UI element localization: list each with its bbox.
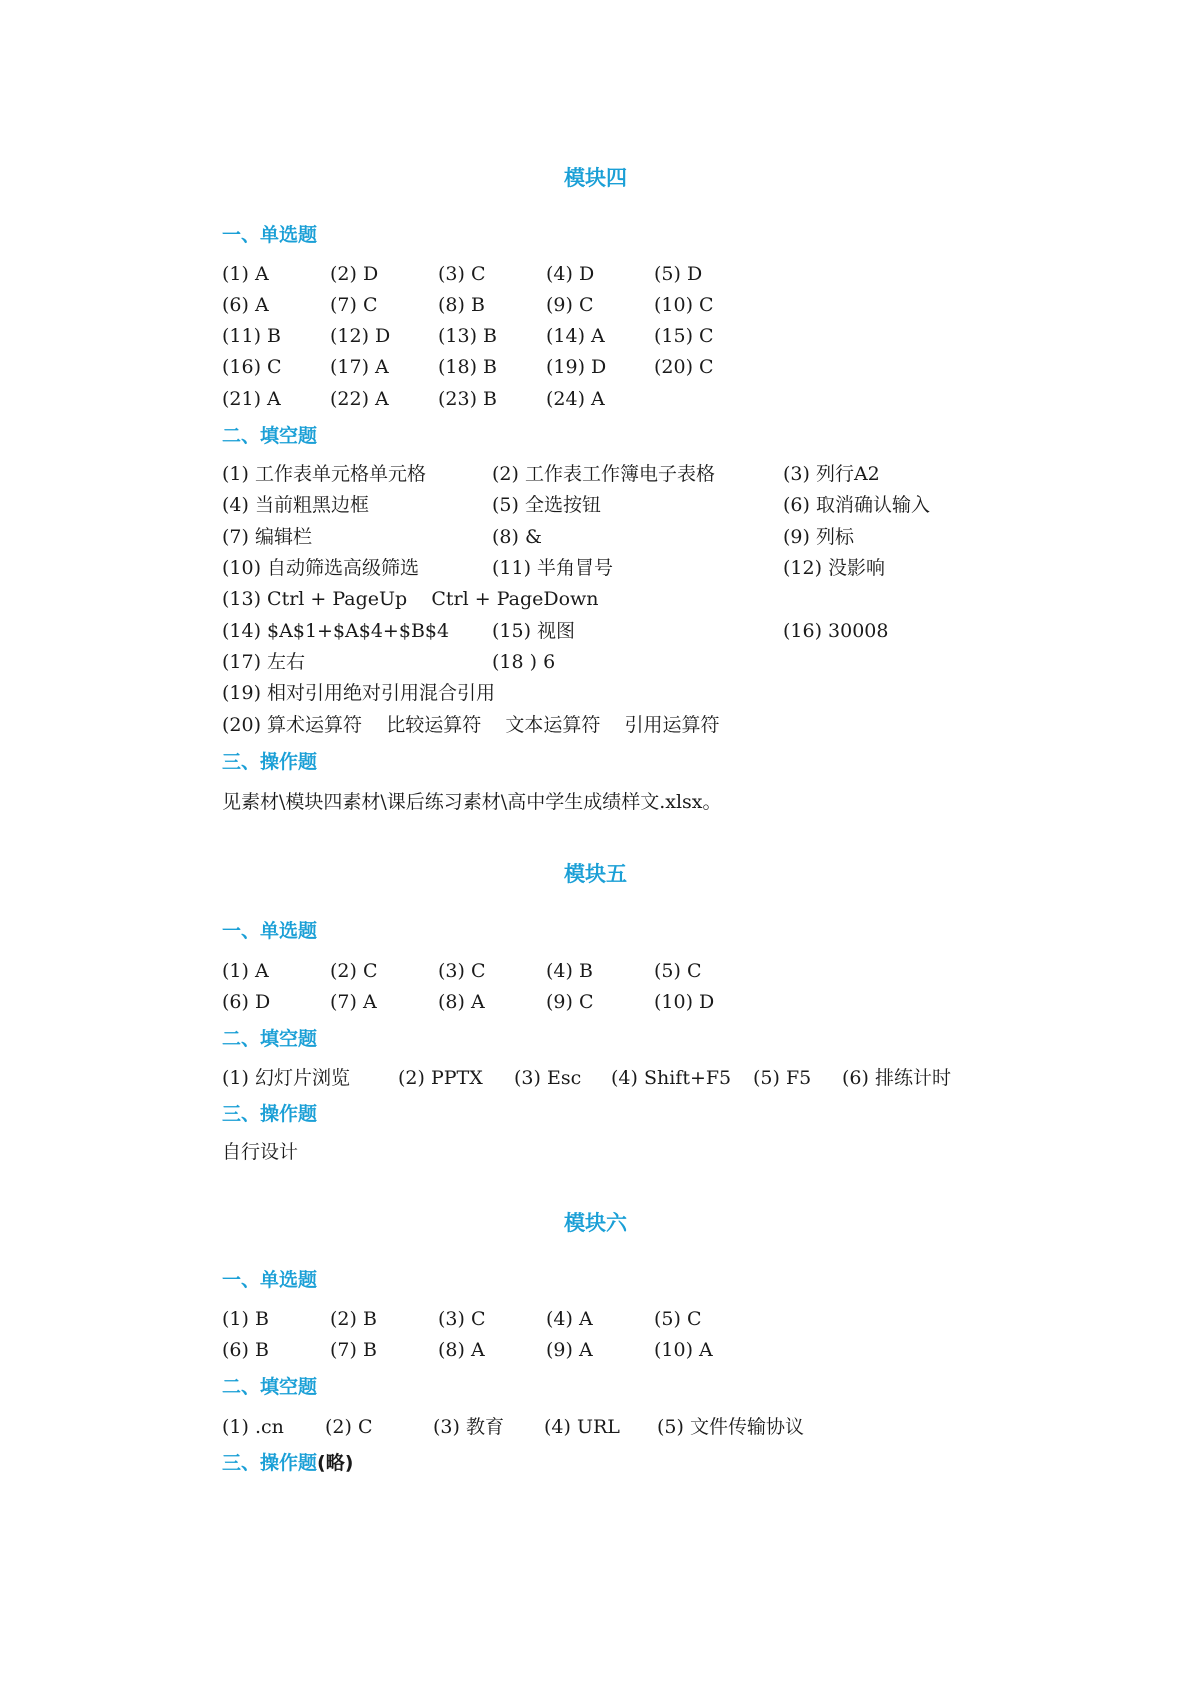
answer-item: (10) 自动筛选高级筛选: [222, 557, 420, 579]
section-heading-note: (略): [317, 1452, 354, 1474]
answer-item: (10) C: [654, 294, 714, 316]
answer-row: [0, 711, 1191, 739]
answer-item: (10) D: [654, 991, 715, 1013]
answer-item: (8) &: [492, 526, 542, 548]
answer-row: [0, 460, 1191, 488]
answer-row: [0, 679, 1191, 707]
answer-row: [0, 353, 1191, 381]
answer-item: (8) B: [438, 294, 485, 316]
answer-item: (24) A: [546, 388, 605, 410]
answer-item: (4) URL: [544, 1416, 620, 1438]
section-heading-label: 三、操作题: [222, 1452, 318, 1474]
answer-item: (5) 全选按钮: [492, 494, 601, 516]
answer-item: (3) 列行A2: [783, 463, 880, 485]
answer-item: (4) B: [546, 960, 593, 982]
section-heading-single-choice: 一、单选题: [222, 920, 318, 942]
answer-item: (3) C: [438, 960, 486, 982]
answer-item: (8) A: [438, 1339, 485, 1361]
answer-item: (18) B: [438, 356, 498, 378]
answer-item: (17) A: [330, 356, 389, 378]
answer-item: (14) A: [546, 325, 605, 347]
answer-item: (9) C: [546, 991, 594, 1013]
answer-item: (2) 工作表工作簿电子表格: [492, 463, 715, 485]
answer-row: [0, 260, 1191, 288]
answer-item: (2) C: [325, 1416, 373, 1438]
answer-row: [0, 957, 1191, 985]
answer-item: (1) A: [222, 960, 269, 982]
answer-item: (16) 30008: [783, 620, 889, 642]
section-heading-practical: [222, 1450, 353, 1476]
answer-item: (4) D: [546, 263, 595, 285]
answer-item: (13) B: [438, 325, 498, 347]
answer-row: [0, 523, 1191, 551]
answer-item: (9) 列标: [783, 526, 854, 548]
answer-item: (17) 左右: [222, 651, 306, 673]
answer-item: (1) B: [222, 1308, 269, 1330]
answer-item: (16) C: [222, 356, 282, 378]
practical-answer-text: 自行设计: [222, 1141, 299, 1163]
answer-item: (9) C: [546, 294, 594, 316]
answer-item: (5) C: [654, 960, 702, 982]
answer-item: (7) B: [330, 1339, 377, 1361]
answer-item: (12) 没影响: [783, 557, 886, 579]
answer-item: (18 ) 6: [492, 651, 556, 673]
section-heading-fill-blank: 二、填空题: [222, 425, 318, 447]
module-title: 模块四: [564, 166, 627, 190]
answer-item: (5) C: [654, 1308, 702, 1330]
section-heading-fill-blank: 二、填空题: [222, 1028, 318, 1050]
answer-item: (15) C: [654, 325, 714, 347]
answer-item: (19) D: [546, 356, 607, 378]
answer-item: (11) 半角冒号: [492, 557, 614, 579]
answer-item: (3) 教育: [433, 1416, 504, 1438]
answer-item: (6) D: [222, 991, 271, 1013]
module-title: 模块六: [564, 1211, 627, 1235]
answer-item: (4) A: [546, 1308, 593, 1330]
answer-item: (2) D: [330, 263, 379, 285]
answer-row: [0, 1336, 1191, 1364]
answer-row: [0, 322, 1191, 350]
answer-row: [0, 648, 1191, 676]
answer-item: (9) A: [546, 1339, 593, 1361]
answer-item: (7) A: [330, 991, 377, 1013]
answer-item: (21) A: [222, 388, 281, 410]
answer-item: (12) D: [330, 325, 391, 347]
answer-item: (3) C: [438, 263, 486, 285]
answer-item: (2) C: [330, 960, 378, 982]
answer-item: (14) $A$1+$A$4+$B$4: [222, 620, 450, 642]
answer-item: (3) Esc: [514, 1067, 582, 1089]
answer-item: (2) PPTX: [398, 1067, 483, 1089]
answer-item: (7) 编辑栏: [222, 526, 312, 548]
answer-row: [0, 291, 1191, 319]
answer-item: (5) F5: [753, 1067, 812, 1089]
answer-item: (23) B: [438, 388, 498, 410]
answer-item: (1) .cn: [222, 1416, 284, 1438]
section-heading-practical: 三、操作题: [222, 751, 318, 773]
answer-item: (5) D: [654, 263, 703, 285]
answer-item: (13) Ctrl + PageUp Ctrl + PageDown: [222, 588, 599, 610]
answer-item: (4) Shift+F5: [611, 1067, 732, 1089]
answer-item: (20) C: [654, 356, 714, 378]
answer-item: (3) C: [438, 1308, 486, 1330]
answer-item: (6) 取消确认输入: [783, 494, 930, 516]
section-heading-fill-blank: 二、填空题: [222, 1376, 318, 1398]
answer-row: [0, 1064, 1191, 1092]
answer-item: (5) 文件传输协议: [657, 1416, 804, 1438]
answer-item: (4) 当前粗黑边框: [222, 494, 369, 516]
answer-item: (11) B: [222, 325, 282, 347]
answer-item: (15) 视图: [492, 620, 576, 642]
answer-item: (7) C: [330, 294, 378, 316]
answer-row: [0, 385, 1191, 413]
answer-item: (6) 排练计时: [842, 1067, 951, 1089]
answer-row: [0, 491, 1191, 519]
answer-item: (1) A: [222, 263, 269, 285]
answer-item: (1) 幻灯片浏览: [222, 1067, 350, 1089]
answer-item: (6) B: [222, 1339, 269, 1361]
answer-row: [0, 1413, 1191, 1441]
section-heading-single-choice: 一、单选题: [222, 1269, 318, 1291]
answer-item: (8) A: [438, 991, 485, 1013]
answer-row: [0, 988, 1191, 1016]
answer-item: (19) 相对引用绝对引用混合引用: [222, 682, 496, 704]
answer-item: (20) 算术运算符 比较运算符 文本运算符 引用运算符: [222, 714, 720, 736]
answer-item: (1) 工作表单元格单元格: [222, 463, 426, 485]
answer-item: (2) B: [330, 1308, 377, 1330]
answer-row: [0, 554, 1191, 582]
answer-row: [0, 617, 1191, 645]
answer-row: [0, 1305, 1191, 1333]
answer-item: (22) A: [330, 388, 389, 410]
section-heading-practical: 三、操作题: [222, 1103, 318, 1125]
answer-row: [0, 585, 1191, 613]
section-heading-single-choice: 一、单选题: [222, 224, 318, 246]
practical-answer-text: 见素材\模块四素材\课后练习素材\高中学生成绩样文.xlsx。: [222, 791, 722, 813]
module-title: 模块五: [564, 862, 627, 886]
answer-item: (6) A: [222, 294, 269, 316]
answer-item: (10) A: [654, 1339, 713, 1361]
